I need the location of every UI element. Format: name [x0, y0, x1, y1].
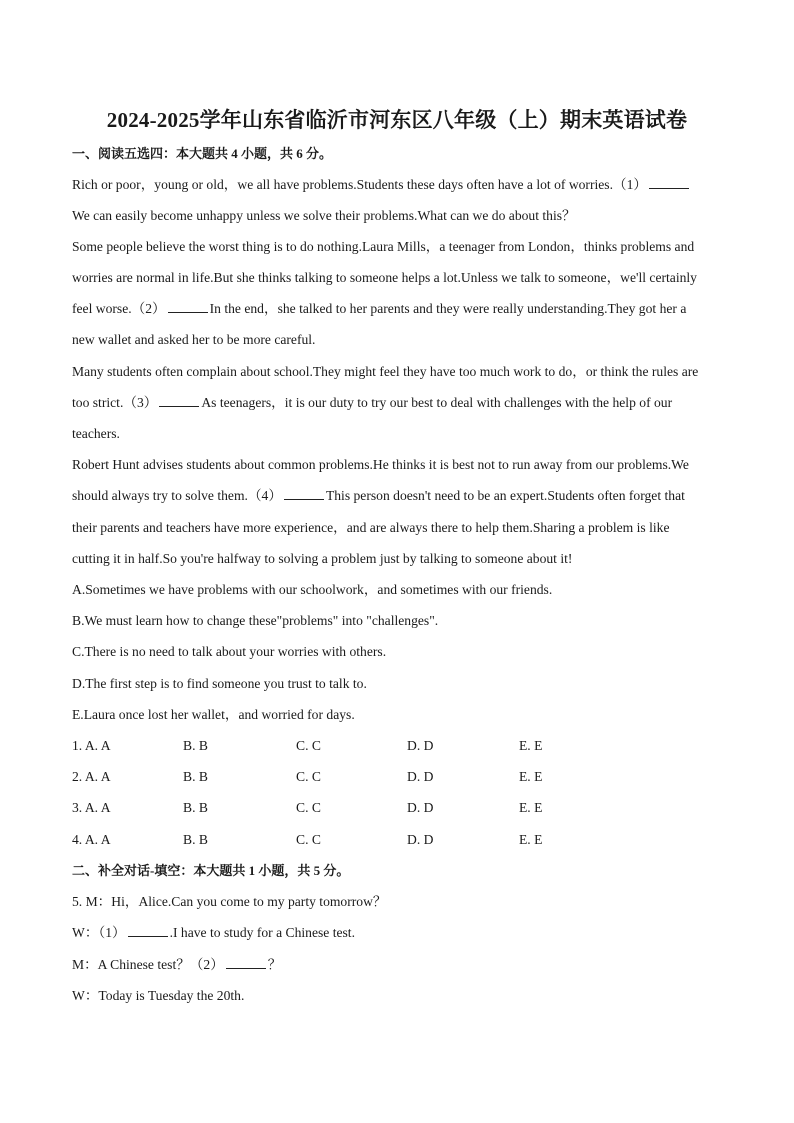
- answer-choice[interactable]: B. B: [183, 800, 208, 815]
- passage-text: feel worse.（2）: [72, 301, 166, 316]
- passage-line: [72, 299, 686, 319]
- section-1-heading: 一、阅读五选四：本大题共 4 小题，共 6 分。: [72, 146, 333, 161]
- passage-text: This person doesn't need to be an expert.Students often forget that: [325, 488, 685, 503]
- answer-blank-2[interactable]: [168, 300, 208, 313]
- answer-choice[interactable]: 2. A. A: [72, 769, 111, 784]
- answer-choice[interactable]: 4. A. A: [72, 832, 111, 847]
- dialogue-line: [72, 955, 281, 975]
- answer-choice[interactable]: B. B: [183, 832, 208, 847]
- option-a: A.Sometimes we have problems with our schoolwork，and sometimes with our friends.: [72, 582, 553, 597]
- answer-choice[interactable]: C. C: [296, 832, 321, 847]
- answer-choice[interactable]: E. E: [519, 769, 543, 784]
- dialogue-text: ？: [267, 957, 282, 972]
- answer-blank-4[interactable]: [284, 487, 324, 500]
- answer-choice[interactable]: E. E: [519, 832, 543, 847]
- passage-line: their parents and teachers have more experience，and are always there to help them.Sharing a problem is like: [72, 520, 670, 535]
- dialogue-blank-1[interactable]: [128, 924, 168, 937]
- dialogue-blank-2[interactable]: [226, 956, 266, 969]
- passage-text: Rich or poor，young or old，we all have problems.Students these days often have a lot of worries.（1）: [72, 177, 647, 192]
- passage-line: worries are normal in life.But she thinks talking to someone helps a lot.Unless we talk to someone，we'll certainly: [72, 270, 697, 285]
- dialogue-text: W：（1）: [72, 925, 126, 940]
- passage-text: In the end，she talked to her parents and they were really understanding.They got her a: [209, 301, 687, 316]
- passage-line: [72, 175, 691, 195]
- answer-choice[interactable]: B. B: [183, 738, 208, 753]
- answer-choice[interactable]: E. E: [519, 800, 543, 815]
- exam-title: 2024-2025学年山东省临沂市河东区八年级（上）期末英语试卷: [106, 108, 688, 132]
- answer-blank-3[interactable]: [159, 394, 199, 407]
- answer-choice[interactable]: 3. A. A: [72, 800, 111, 815]
- answer-choice[interactable]: C. C: [296, 769, 321, 784]
- passage-text: should always try to solve them.（4）: [72, 488, 282, 503]
- section-2-heading: 二、补全对话-填空：本大题共 1 小题，共 5 分。: [72, 863, 350, 878]
- dialogue-line: W：Today is Tuesday the 20th.: [72, 988, 245, 1003]
- passage-line: cutting it in half.So you're halfway to solving a problem just by talking to someone about it!: [72, 551, 573, 566]
- answer-choice[interactable]: D. D: [407, 738, 434, 753]
- answer-choice[interactable]: 1. A. A: [72, 738, 111, 753]
- passage-line: Many students often complain about school.They might feel they have too much work to do，or think the rules are: [72, 364, 699, 379]
- option-e: E.Laura once lost her wallet，and worried for days.: [72, 707, 355, 722]
- option-d: D.The first step is to find someone you trust to talk to.: [72, 676, 367, 691]
- passage-line: Robert Hunt advises students about common problems.He thinks it is best not to run away from our problems.We: [72, 457, 689, 472]
- passage-text: too strict.（3）: [72, 395, 158, 410]
- passage-line: Some people believe the worst thing is to do nothing.Laura Mills，a teenager from London，thinks problems and: [72, 239, 695, 254]
- answer-choice[interactable]: D. D: [407, 769, 434, 784]
- answer-choice[interactable]: B. B: [183, 769, 208, 784]
- passage-line: We can easily become unhappy unless we solve their problems.What can we do about this？: [72, 208, 576, 223]
- passage-line: [72, 393, 672, 413]
- passage-line: new wallet and asked her to be more careful.: [72, 332, 316, 347]
- answer-choice[interactable]: C. C: [296, 800, 321, 815]
- answer-choice[interactable]: D. D: [407, 800, 434, 815]
- answer-choice[interactable]: D. D: [407, 832, 434, 847]
- answer-blank-1[interactable]: [649, 176, 689, 189]
- dialogue-text: M：A Chinese test？（2）: [72, 957, 224, 972]
- passage-line: [72, 486, 685, 506]
- option-b: B.We must learn how to change these"problems" into "challenges".: [72, 613, 439, 628]
- answer-choice[interactable]: C. C: [296, 738, 321, 753]
- passage-line: teachers.: [72, 426, 120, 441]
- option-c: C.There is no need to talk about your worries with others.: [72, 644, 387, 659]
- passage-text: As teenagers，it is our duty to try our best to deal with challenges with the help of our: [201, 395, 673, 410]
- answer-choice[interactable]: E. E: [519, 738, 543, 753]
- dialogue-line: 5. M：Hi，Alice.Can you come to my party tomorrow？: [72, 894, 387, 909]
- dialogue-text: .I have to study for a Chinese test.: [169, 925, 355, 940]
- dialogue-line: [72, 923, 355, 943]
